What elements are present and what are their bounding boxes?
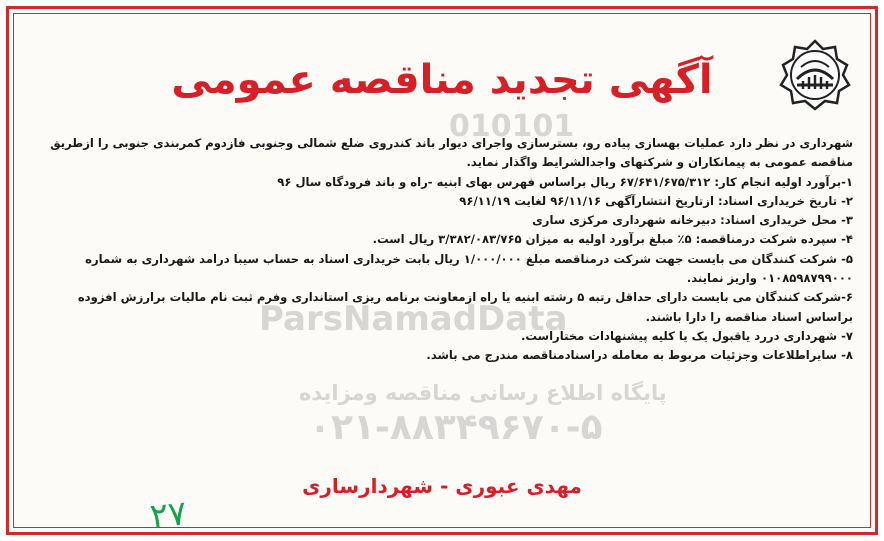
watermark-name: پایگاه اطلاع رسانی مناقصه ومزایده bbox=[299, 381, 667, 405]
notice-title: آگهی تجدید مناقصه عمومی bbox=[171, 57, 713, 103]
watermark-site: ParsNamadData bbox=[259, 299, 568, 339]
watermark-code: 010101 bbox=[449, 109, 575, 144]
watermark-phone: ۰۲۱-۸۸۳۴۹۶۷۰-۵ bbox=[309, 407, 603, 448]
notice-body bbox=[31, 134, 853, 366]
notice-item-4: ۴- سپرده شرکت درمناقصه: ۵٪ مبلغ برآورد اولیه به میزان ۳/۳۸۲/۰۸۳/۷۶۵ ریال است. bbox=[372, 232, 853, 247]
notice-item-8: ۸- سایراطلاعات وجزئیات مربوط به معامله دراسنادمناقصه مندرج می باشد. bbox=[426, 348, 853, 363]
signature: مهدی عبوری - شهردارساری bbox=[302, 474, 582, 498]
notice-item-5: ۵- شرکت کنندگان می بایست جهت شرکت درمناقصه مبلغ ۱/۰۰۰/۰۰۰ ریال بابت خریداری اسناد به حساب سیبا درامد شهرداری به شماره ۰۱۰۸۵۹۸۷۹۹۰۰۰ واریز نمایند. bbox=[85, 251, 853, 286]
notice-item-7: ۷- شهرداری دررد یاقبول یک یا کلیه پیشنهادات مختاراست. bbox=[521, 328, 853, 343]
notice-item-6: ۶-شرکت کنندگان می بایست دارای حداقل رتبه ۵ رشته ابنیه یا راه ازمعاونت برنامه ریزی استانداری وفرم ثبت نام مالیات برارزش افزوده براساس اسناد مناقصه را دارا باشند. bbox=[77, 290, 853, 324]
notice-item-2: ۲- تاریخ خریداری اسناد: ازتاریخ انتشارآگهی ۹۶/۱۱/۱۶ لغایت ۹۶/۱۱/۱۹ bbox=[459, 193, 853, 208]
intro-paragraph: شهرداری در نظر دارد عملیات بهسازی پیاده رو، بسترسازی واجرای دیوار باند کندروی ضلع شمالی وجنوبی فازدوم کمربندی جنوبی را ازطریق مناقصه عمومی به پیمانکاران و شرکتهای واجدالشرایط واگذار نماید. bbox=[50, 136, 853, 170]
notice-item-1: ۱-برآورد اولیه انجام کار: ۶۷/۶۴۱/۶۷۵/۳۱۲ ریال براساس فهرس بهای ابنیه -راه و باند فرودگاه سال ۹۶ bbox=[277, 174, 853, 189]
notice-frame bbox=[6, 6, 878, 535]
notice-item-3: ۳- محل خریداری اسناد: دبیرخانه شهرداری مرکزی ساری bbox=[532, 213, 853, 228]
handwritten-number: ۲۷ bbox=[148, 493, 189, 537]
